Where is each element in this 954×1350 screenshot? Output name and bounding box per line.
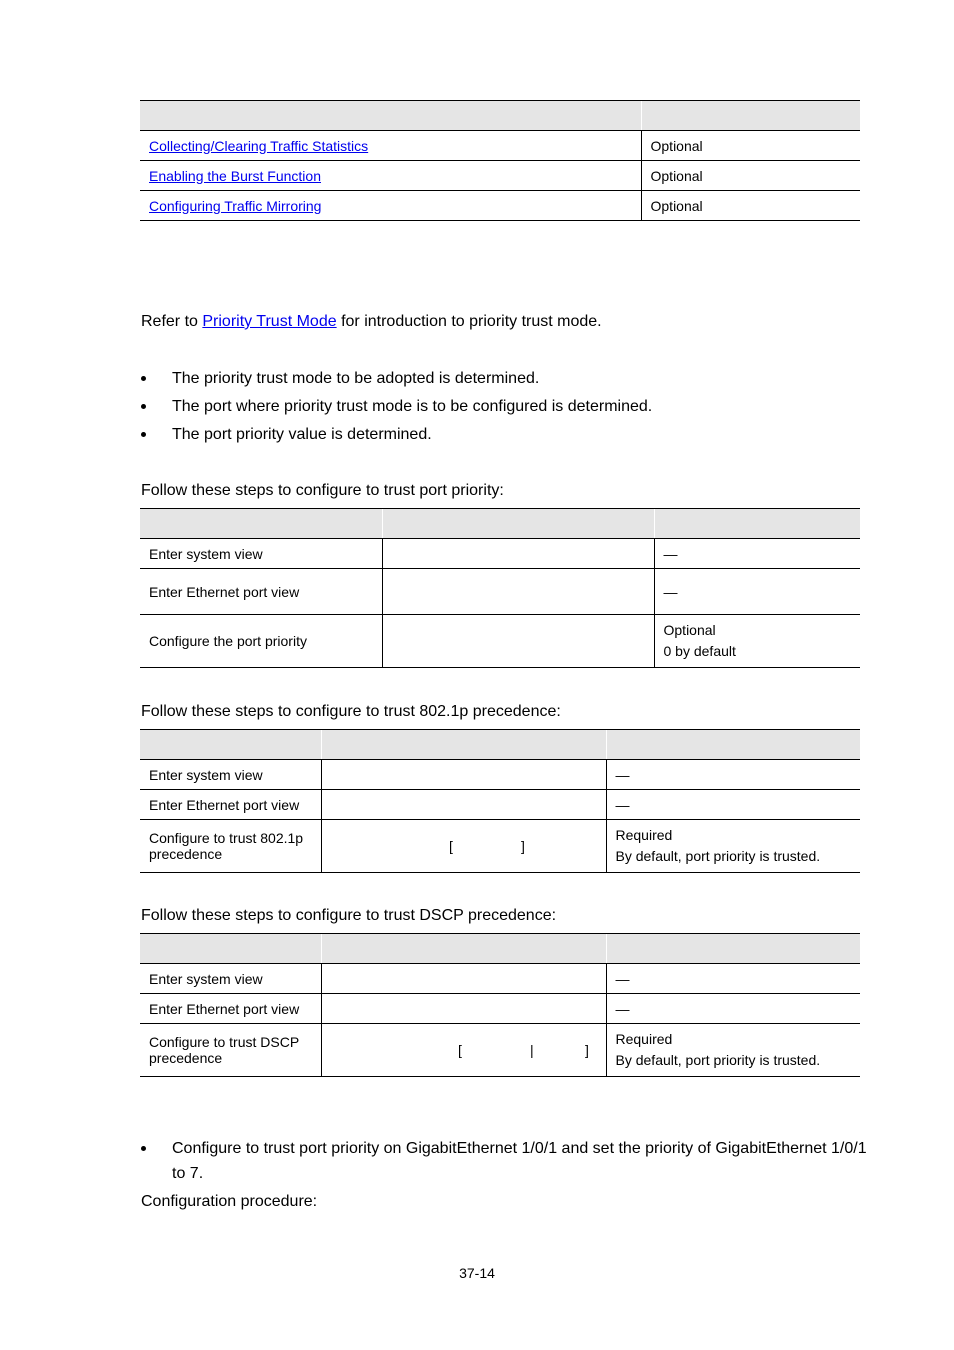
table-header-row — [140, 934, 860, 964]
bullet-icon — [141, 1146, 146, 1151]
dot1p-table — [140, 729, 860, 873]
remark-cell: Optional — [641, 131, 860, 161]
list-item-continuation: to 7. — [172, 1165, 204, 1182]
table-row: Enter Ethernet port view — — [140, 994, 860, 1024]
optional-bracket-close: ] — [521, 838, 525, 854]
optional-bracket-close: ] — [585, 1042, 589, 1058]
task-link[interactable]: Collecting/Clearing Traffic Statistics — [149, 137, 369, 154]
optional-bracket-open: [ — [458, 1042, 462, 1058]
table-header-row — [140, 730, 860, 760]
bullet-icon — [141, 404, 146, 409]
table-row — [140, 161, 860, 191]
priority-trust-mode-link[interactable]: Priority Trust Mode — [202, 313, 337, 330]
dot1p-heading: Follow these steps to configure to trust 802.1p precedence: — [141, 703, 561, 720]
remark-cell: Optional — [641, 161, 860, 191]
optional-bracket-open: [ — [449, 838, 453, 854]
bullet-icon — [141, 376, 146, 381]
table-header-row — [140, 509, 860, 539]
task-link[interactable]: Configuring Traffic Mirroring — [149, 197, 322, 214]
table-row: Enter system view — — [140, 964, 860, 994]
choice-separator: | — [530, 1042, 534, 1058]
port-priority-heading: Follow these steps to configure to trust port priority: — [141, 482, 504, 499]
port-priority-table — [140, 508, 860, 668]
table-row — [140, 191, 860, 221]
table-row: Enter Ethernet port view — — [140, 569, 860, 615]
dscp-heading: Follow these steps to configure to trust DSCP precedence: — [141, 907, 557, 924]
task-link[interactable]: Enabling the Burst Function — [149, 167, 321, 184]
page-number: 37-14 — [459, 1265, 495, 1281]
dscp-table — [140, 933, 860, 1077]
remark-cell: Optional — [641, 191, 860, 221]
table-row: Configure to trust DSCP precedence Required By default, port priority is trusted. — [140, 1024, 860, 1077]
task-table — [140, 100, 860, 221]
table-row: Enter system view — — [140, 760, 860, 790]
table-row — [140, 131, 860, 161]
procedure-label: Configuration procedure: — [141, 1193, 318, 1210]
bullet-icon — [141, 432, 146, 437]
table-row: Enter system view — — [140, 539, 860, 569]
table-row: Enter Ethernet port view — — [140, 790, 860, 820]
table-row: Configure the port priority Optional 0 by default — [140, 615, 860, 668]
table-row: Configure to trust 802.1p precedence Required By default, port priority is trusted. — [140, 820, 860, 873]
table-header-row — [140, 101, 860, 131]
intro-paragraph: Refer to Priority Trust Mode for introduction to priority trust mode. — [141, 313, 602, 330]
